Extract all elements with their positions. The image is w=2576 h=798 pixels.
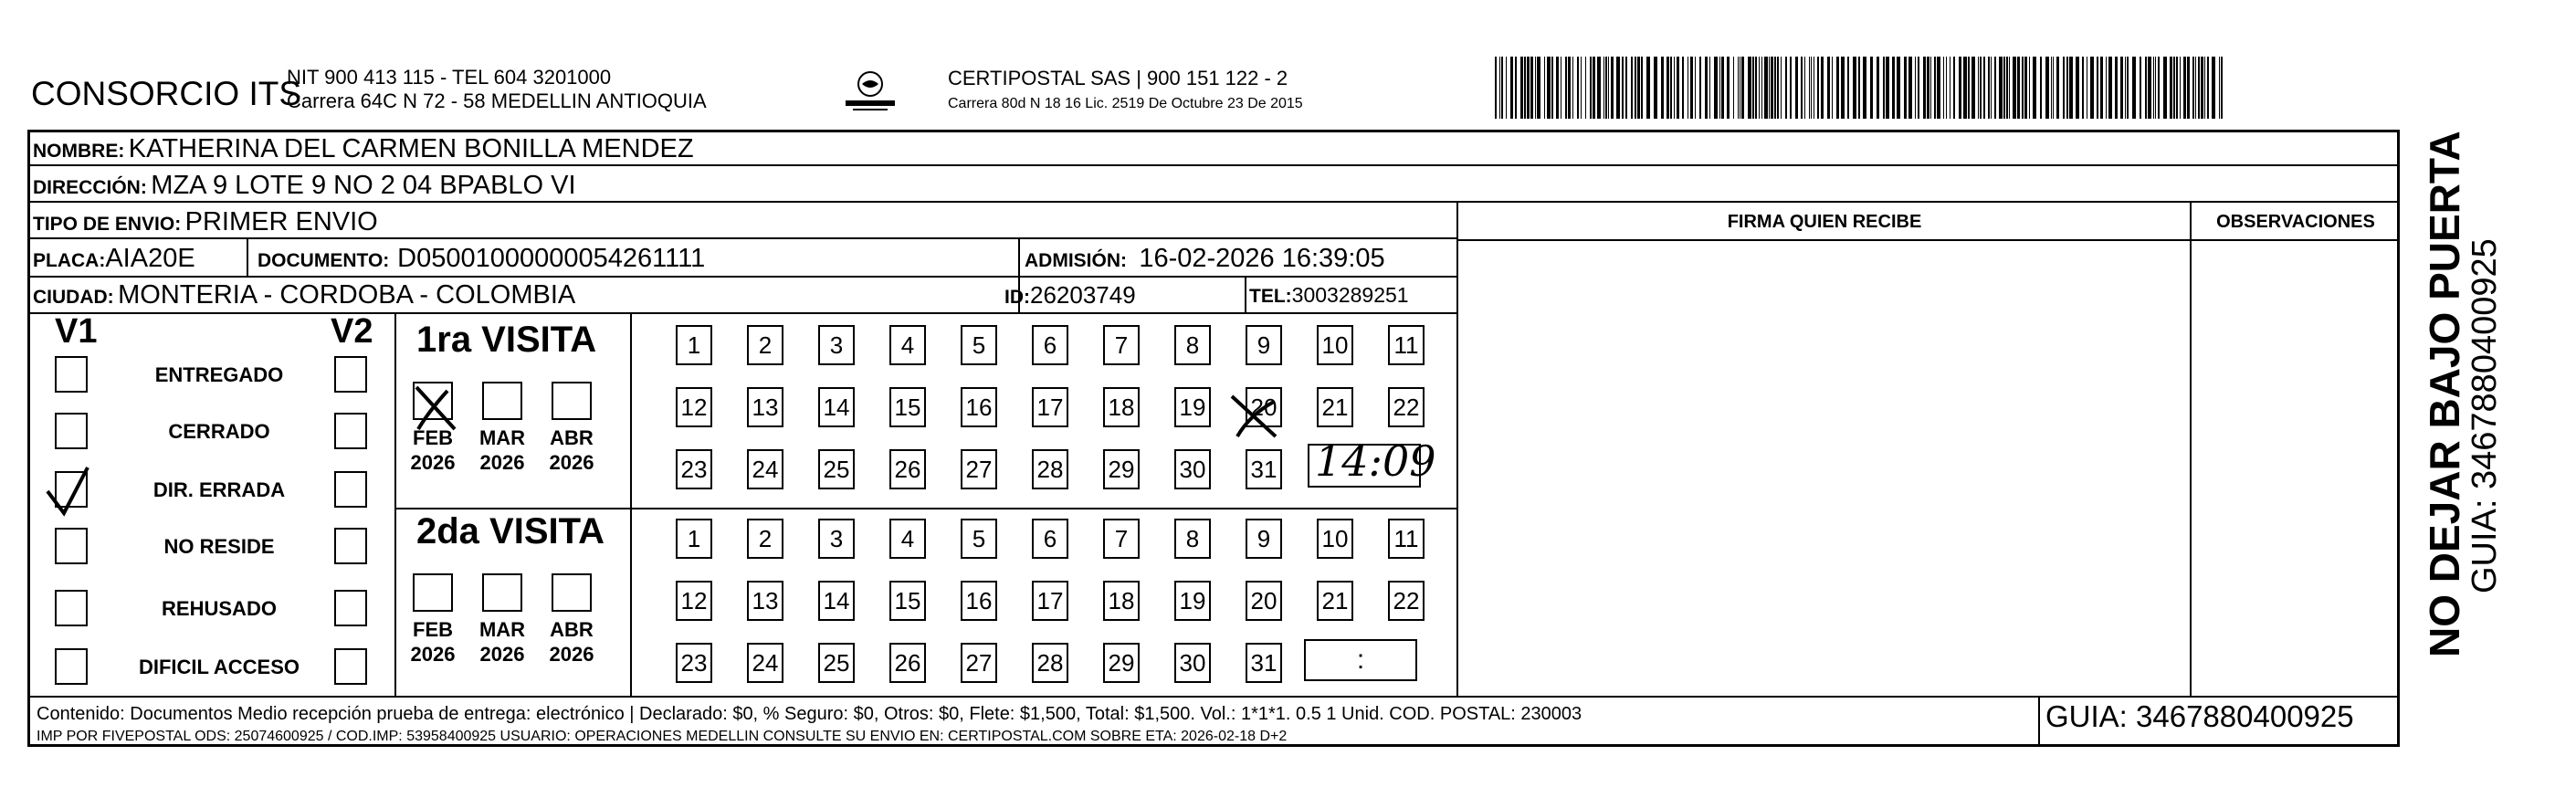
second-visit-month-label <box>405 617 460 667</box>
v2-checkbox[interactable] <box>334 356 367 393</box>
first-visit-day-10[interactable]: 10 <box>1317 325 1353 365</box>
second-visit-day-6[interactable]: 6 <box>1032 519 1068 559</box>
second-visit-day-13[interactable]: 13 <box>747 581 783 621</box>
certipostal-name: CERTIPOSTAL SAS | 900 151 122 - 2 <box>948 67 1288 89</box>
second-visit-day-16[interactable]: 16 <box>961 581 997 621</box>
month-year: 2026 <box>549 643 594 666</box>
second-visit-day-14[interactable]: 14 <box>818 581 855 621</box>
company-nit: NIT 900 413 115 - TEL 604 3201000 <box>287 66 612 89</box>
first-visit-day-2[interactable]: 2 <box>747 325 783 365</box>
second-visit-day-23[interactable]: 23 <box>676 643 712 683</box>
observaciones-header: OBSERVACIONES <box>2216 212 2375 232</box>
month-name: MAR <box>478 618 526 641</box>
documento-value: D05001000000054261111 <box>397 244 706 273</box>
firma-header: FIRMA QUIEN RECIBE <box>1727 212 1922 232</box>
certipostal-seal-icon <box>842 68 899 113</box>
first-visit-day-22[interactable]: 22 <box>1388 387 1425 427</box>
tipo-envio-field: TIPO DE ENVIO: PRIMER ENVIO <box>33 207 378 236</box>
dir-errada-checkmark <box>44 466 99 520</box>
second-visit-day-19[interactable]: 19 <box>1174 581 1211 621</box>
side-warning: NO DEJAR BAJO PUERTA <box>2421 131 2468 657</box>
second-visit-day-5[interactable]: 5 <box>961 519 997 559</box>
v1-checkbox[interactable] <box>55 528 88 564</box>
v2-checkbox[interactable] <box>334 471 367 508</box>
second-visit-day-10[interactable]: 10 <box>1317 519 1353 559</box>
second-visit-day-17[interactable]: 17 <box>1032 581 1068 621</box>
first-visit-day-31[interactable]: 31 <box>1246 449 1282 489</box>
ciudad-field: CIUDAD: MONTERIA - CORDOBA - COLOMBIA <box>33 280 576 310</box>
footer-contents: Contenido: Documentos Medio recepción prueba de entrega: electrónico | Declarado: $0, % Seguro: $0, Otros: $0, Flete: $1,500, Total: $1,500. Vol.: 1*1*1. 0.5 1 Unid. COD. POSTAL: 230003 <box>37 704 1582 724</box>
status-label: ENTREGADO <box>154 363 284 386</box>
second-visit-day-9[interactable]: 9 <box>1246 519 1282 559</box>
id-field: ID:26203749 <box>1004 281 1136 309</box>
company-info <box>287 66 707 113</box>
first-visit-day-28[interactable]: 28 <box>1032 449 1068 489</box>
placa-value: AIA20E <box>105 244 195 273</box>
first-visit-day-1[interactable]: 1 <box>676 325 712 365</box>
tel-value: 3003289251 <box>1291 283 1409 307</box>
second-visit-day-7[interactable]: 7 <box>1103 519 1140 559</box>
first-visit-day-16[interactable]: 16 <box>961 387 997 427</box>
second-visit-day-21[interactable]: 21 <box>1317 581 1353 621</box>
first-visit-title: 1ra VISITA <box>416 320 597 360</box>
second-visit-day-22[interactable]: 22 <box>1388 581 1425 621</box>
nombre-value: KATHERINA DEL CARMEN BONILLA MENDEZ <box>128 134 694 163</box>
month-name: ABR <box>550 426 594 449</box>
side-guia: GUIA: 3467880400925 <box>2466 238 2504 593</box>
v1-header: V1 <box>55 312 98 351</box>
second-visit-day-30[interactable]: 30 <box>1174 643 1211 683</box>
v2-checkbox[interactable] <box>334 528 367 564</box>
first-visit-day-24[interactable]: 24 <box>747 449 783 489</box>
first-visit-day-5[interactable]: 5 <box>961 325 997 365</box>
second-visit-day-24[interactable]: 24 <box>747 643 783 683</box>
first-visit-day-15[interactable]: 15 <box>889 387 926 427</box>
first-visit-day-12[interactable]: 12 <box>676 387 712 427</box>
first-visit-day-3[interactable]: 3 <box>818 325 855 365</box>
first-visit-month-label <box>475 425 530 475</box>
placa-field: PLACA:AIA20E <box>33 244 195 273</box>
second-visit-month-feb-checkbox[interactable] <box>413 573 453 612</box>
admision-field: ADMISIÓN: 16-02-2026 16:39:05 <box>1025 244 1385 273</box>
first-visit-day-17[interactable]: 17 <box>1032 387 1068 427</box>
v1-checkbox[interactable] <box>55 356 88 393</box>
first-visit-day-25[interactable]: 25 <box>818 449 855 489</box>
company-address: Carrera 64C N 72 - 58 MEDELLIN ANTIOQUIA <box>287 89 707 112</box>
footer-print-info: IMP POR FIVEPOSTAL ODS: 25074600925 / COD.IMP: 53958400925 USUARIO: OPERACIONES MEDELLIN CONSULTE SU ENVIO EN: CERTIPOSTAL.COM SOBRE ETA: 2026-02-18 D+2 <box>37 729 1288 744</box>
second-visit-day-29[interactable]: 29 <box>1103 643 1140 683</box>
second-visit-day-3[interactable]: 3 <box>818 519 855 559</box>
first-visit-day-21[interactable]: 21 <box>1317 387 1353 427</box>
v1-checkbox[interactable] <box>55 648 88 685</box>
first-visit-day-13[interactable]: 13 <box>747 387 783 427</box>
second-visit-day-2[interactable]: 2 <box>747 519 783 559</box>
v2-checkbox[interactable] <box>334 648 367 685</box>
ciudad-value: MONTERIA - CORDOBA - COLOMBIA <box>118 280 576 310</box>
second-visit-month-abr-checkbox[interactable] <box>552 573 592 612</box>
first-visit-time: 14:09 <box>1315 436 1436 486</box>
month-name: MAR <box>478 426 526 449</box>
first-visit-day-14[interactable]: 14 <box>818 387 855 427</box>
second-visit-day-28[interactable]: 28 <box>1032 643 1068 683</box>
first-visit-day-30[interactable]: 30 <box>1174 449 1211 489</box>
tel-field: TEL:3003289251 <box>1249 283 1409 307</box>
second-visit-title: 2da VISITA <box>416 511 605 551</box>
nombre-field: NOMBRE: KATHERINA DEL CARMEN BONILLA MENDEZ <box>33 134 694 163</box>
second-visit-day-18[interactable]: 18 <box>1103 581 1140 621</box>
first-visit-day-9[interactable]: 9 <box>1246 325 1282 365</box>
first-visit-month-mar-checkbox[interactable] <box>482 382 522 420</box>
first-visit-day-7[interactable]: 7 <box>1103 325 1140 365</box>
second-visit-day-27[interactable]: 27 <box>961 643 997 683</box>
first-visit-day-19[interactable]: 19 <box>1174 387 1211 427</box>
second-visit-day-11[interactable]: 11 <box>1388 519 1425 559</box>
footer-guia: GUIA: 3467880400925 <box>2045 699 2354 733</box>
month-name: FEB <box>413 426 453 449</box>
documento-field: DOCUMENTO: D05001000000054261111 <box>258 244 706 273</box>
company-name: CONSORCIO ITS <box>31 75 302 112</box>
first-visit-day-29[interactable]: 29 <box>1103 449 1140 489</box>
second-visit-month-label <box>475 617 530 667</box>
tipo-envio-value: PRIMER ENVIO <box>184 207 378 236</box>
month-name: FEB <box>413 618 453 641</box>
second-visit-day-12[interactable]: 12 <box>676 581 712 621</box>
second-visit-month-label <box>544 617 599 667</box>
day-20-checkmark <box>1228 393 1283 440</box>
feb-checkmark <box>411 383 466 434</box>
v2-checkbox[interactable] <box>334 413 367 449</box>
v1-checkbox[interactable] <box>55 590 88 626</box>
first-visit-day-18[interactable]: 18 <box>1103 387 1140 427</box>
month-year: 2026 <box>410 643 456 666</box>
second-visit-day-20[interactable]: 20 <box>1246 581 1282 621</box>
status-label: REHUSADO <box>162 597 277 620</box>
status-label: CERRADO <box>168 420 270 443</box>
first-visit-month-abr-checkbox[interactable] <box>552 382 592 420</box>
status-label: DIR. ERRADA <box>152 478 286 501</box>
second-visit-day-4[interactable]: 4 <box>889 519 926 559</box>
certipostal-info <box>948 66 1303 117</box>
first-visit-day-23[interactable]: 23 <box>676 449 712 489</box>
status-label: DIFICIL ACCESO <box>138 656 300 678</box>
first-visit-day-11[interactable]: 11 <box>1388 325 1425 365</box>
second-visit-day-15[interactable]: 15 <box>889 581 926 621</box>
admision-value: 16-02-2026 16:39:05 <box>1139 244 1385 273</box>
first-visit-day-20[interactable]: 20 <box>1246 387 1282 427</box>
month-year: 2026 <box>549 451 594 474</box>
second-visit-month-mar-checkbox[interactable] <box>482 573 522 612</box>
second-visit-day-31[interactable]: 31 <box>1246 643 1282 683</box>
id-value: 26203749 <box>1030 281 1136 309</box>
v2-header: V2 <box>331 312 373 351</box>
first-visit-day-27[interactable]: 27 <box>961 449 997 489</box>
first-visit-day-26[interactable]: 26 <box>889 449 926 489</box>
month-year: 2026 <box>479 643 525 666</box>
first-visit-month-label <box>544 425 599 475</box>
month-year: 2026 <box>479 451 525 474</box>
second-visit-time: : <box>1304 639 1417 681</box>
second-visit-day-8[interactable]: 8 <box>1174 519 1211 559</box>
second-visit-day-25[interactable]: 25 <box>818 643 855 683</box>
direccion-value: MZA 9 LOTE 9 NO 2 04 BPABLO VI <box>151 171 576 200</box>
second-visit-day-1[interactable]: 1 <box>676 519 712 559</box>
status-label: NO RESIDE <box>163 535 275 558</box>
first-visit-day-4[interactable]: 4 <box>889 325 926 365</box>
second-visit-day-26[interactable]: 26 <box>889 643 926 683</box>
v2-checkbox[interactable] <box>334 590 367 626</box>
barcode <box>1495 57 2223 119</box>
certipostal-address: Carrera 80d N 18 16 Lic. 2519 De Octubre 23 De 2015 <box>948 96 1303 111</box>
first-visit-day-8[interactable]: 8 <box>1174 325 1211 365</box>
month-name: ABR <box>550 618 594 641</box>
direccion-field: DIRECCIÓN: MZA 9 LOTE 9 NO 2 04 BPABLO VI <box>33 171 576 200</box>
first-visit-day-6[interactable]: 6 <box>1032 325 1068 365</box>
v1-checkbox[interactable] <box>55 413 88 449</box>
month-year: 2026 <box>410 451 456 474</box>
